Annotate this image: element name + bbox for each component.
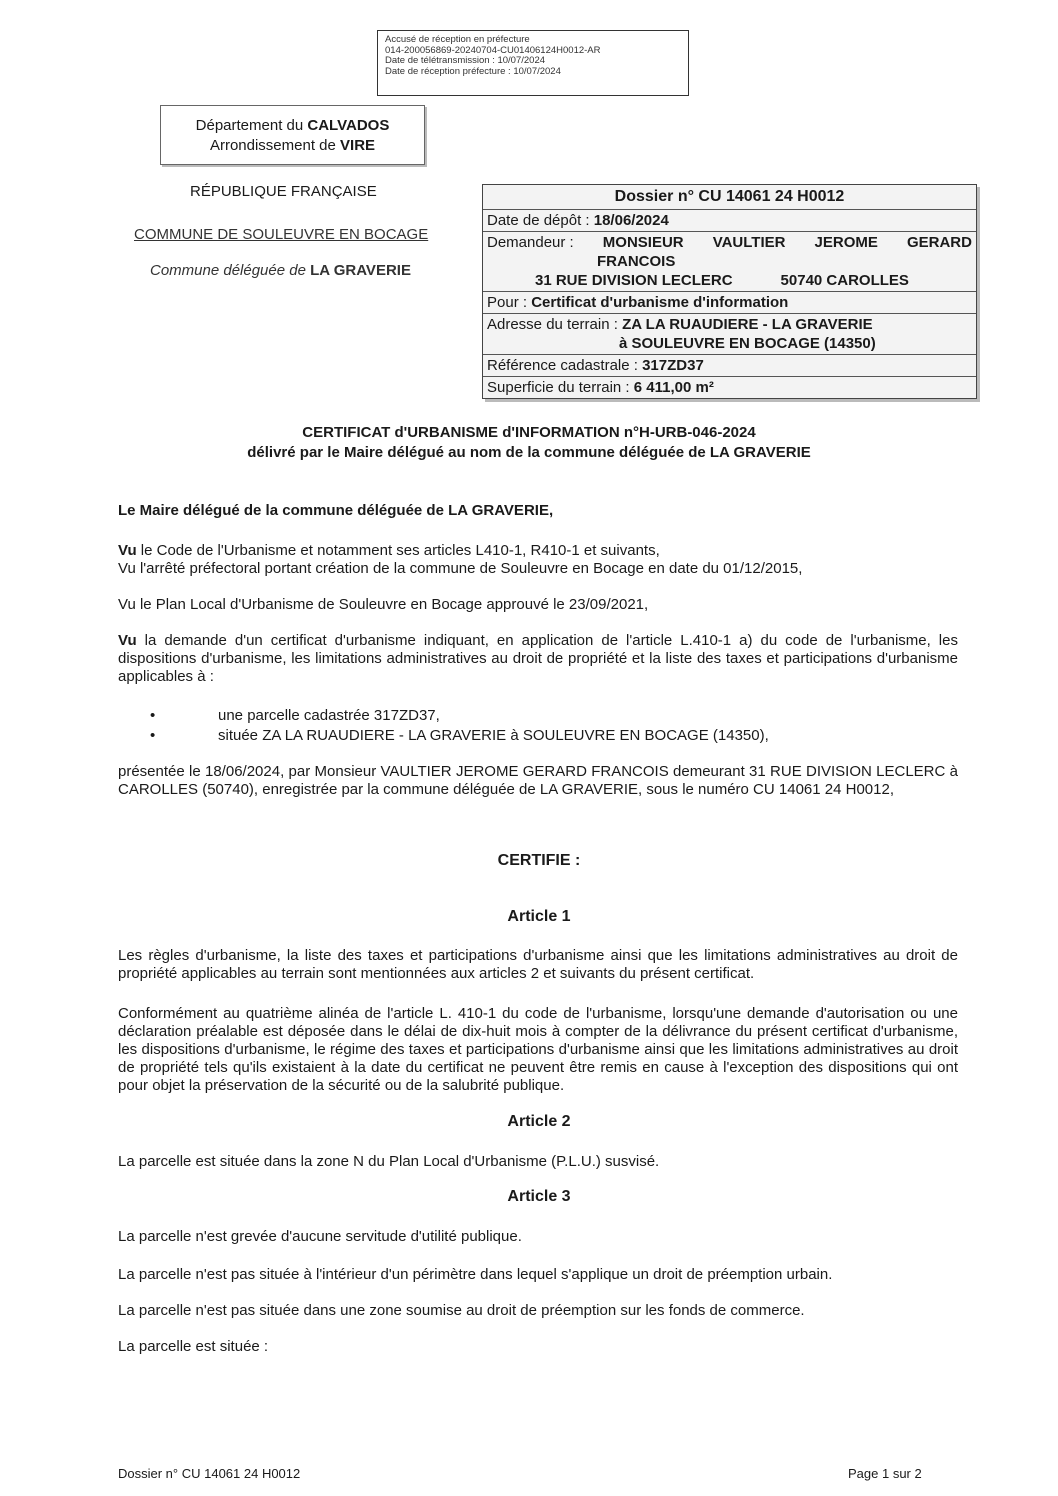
certificate-title (0, 423, 1058, 463)
deleguee-prefix: Commune déléguée de (150, 262, 311, 279)
article-1-paragraph-1: Les règles d'urbanisme, la liste des taxes et participations d'urbanisme ainsi que les limitations administratives au droit de propriété applicables au terrain sont mentionnées aux articles 2 et suivants du présent certificat. (118, 947, 958, 982)
depot-label: Date de dépôt : (487, 212, 594, 229)
receipt-line: Date de réception préfecture : 10/07/2024 (385, 65, 561, 77)
vu-text: le Code de l'Urbanisme et notamment ses articles L410-1, R410-1 et suivants, (136, 542, 660, 559)
republique-heading: RÉPUBLIQUE FRANÇAISE (190, 183, 377, 200)
footer-dossier: Dossier n° CU 14061 24 H0012 (118, 1466, 301, 1481)
demandeur-line2: FRANCOIS (597, 253, 676, 270)
demandeur-line1 (487, 233, 972, 252)
vu-text: la demande d'un certificat d'urbanisme indiquant, en application de l'article L.410-1 a) du code de l'urbanisme, les dispositions d'urbanisme, les limitations administratives au droit de propriété et la liste des taxes et participations d'urbanisme applicables à : (118, 632, 958, 685)
dossier-reference (483, 354, 976, 376)
department-box (160, 105, 425, 165)
demandeur-word: GERARD (906, 234, 972, 251)
sup-value: 6 411,00 m² (633, 379, 714, 396)
bullet-item: • une parcelle cadastrée 317ZD37, (150, 707, 440, 724)
adresse-value-2: à SOULEUVRE EN BOCAGE (14350) (619, 335, 876, 352)
article-2-paragraph: La parcelle est située dans la zone N du Plan Local d'Urbanisme (P.L.U.) susvisé. (118, 1153, 660, 1170)
article-1-paragraph-2: Conformément au quatrième alinéa de l'article L. 410-1 du code de l'urbanisme, lorsqu'une demande d'autorisation ou une déclaration préalable est déposée dans le délai de dix-huit mois à compter de la délivrance du présent certificat d'urbanisme, les dispositions d'urbanisme, le régime des taxes et participations d'urbanisme ainsi que les limitations administratives au droit de propriété tels qu'ils existaient à la date du certificat ne peuvent être remis en cause à l'exception des dispositions qui ont pour objet la préservation de la sécurité ou de la salubrité publique. (118, 1005, 958, 1094)
certificate-title-line2: délivré par le Maire délégué au nom de la commune déléguée de LA GRAVERIE (247, 444, 811, 461)
arrondissement-line (161, 136, 424, 156)
presentee-paragraph: présentée le 18/06/2024, par Monsieur VAULTIER JEROME GERARD FRANCOIS demeurant 31 RUE DIVISION LECLERC à CAROLLES (50740), enregistrée par la commune déléguée de LA GRAVERIE, sous le numéro CU 14061 24 H0012, (118, 763, 958, 798)
ref-value: 317ZD37 (642, 357, 704, 374)
article-2-heading: Article 2 (507, 1113, 571, 1130)
demandeur-address (487, 271, 972, 290)
pour-label: Pour : (487, 294, 532, 311)
certificate-title-line1: CERTIFICAT d'URBANISME d'INFORMATION n°H-URB-046-2024 (302, 424, 756, 441)
dossier-adresse (483, 313, 976, 354)
commune-deleguee (150, 262, 411, 279)
article-1-heading: Article 1 (507, 908, 571, 925)
adresse-label: Adresse du terrain : (487, 316, 623, 333)
receipt-stamp (377, 30, 689, 96)
demandeur-word: MONSIEUR (602, 234, 684, 251)
vu-bold: Vu (118, 632, 137, 649)
arrondissement-name: VIRE (340, 137, 376, 154)
maire-line: Le Maire délégué de la commune déléguée de LA GRAVERIE, (118, 502, 554, 519)
vu-paragraph-1 (118, 542, 958, 578)
bullet-text: située ZA LA RUAUDIERE - LA GRAVERIE à SOULEUVRE EN BOCAGE (14350), (218, 727, 769, 744)
bullet-text: une parcelle cadastrée 317ZD37, (218, 707, 440, 724)
certifie-heading: CERTIFIE : (497, 852, 581, 869)
article-3-paragraph-2: La parcelle n'est pas située à l'intérieur d'un périmètre dans lequel s'applique un droit de préemption urbain. (118, 1266, 833, 1283)
dossier-box (482, 184, 977, 399)
vu-bold: Vu (118, 542, 137, 559)
dossier-title: Dossier n° CU 14061 24 H0012 (483, 185, 976, 209)
department-prefix: Département du (195, 117, 308, 134)
demandeur-word: JEROME (814, 234, 878, 251)
commune-heading: COMMUNE DE SOULEUVRE EN BOCAGE (134, 226, 429, 243)
demandeur-word: VAULTIER (712, 234, 786, 251)
vu-paragraph-3: Vu le Plan Local d'Urbanisme de Souleuvre en Bocage approuvé le 23/09/2021, (118, 596, 649, 613)
department-line (161, 116, 424, 136)
arrondissement-prefix: Arrondissement de (209, 137, 341, 154)
dossier-superficie (483, 376, 976, 398)
pour-value: Certificat d'urbanisme d'information (531, 294, 789, 311)
ref-label: Référence cadastrale : (487, 357, 643, 374)
department-name: CALVADOS (307, 117, 390, 134)
bullet-item: • située ZA LA RUAUDIERE - LA GRAVERIE à SOULEUVRE EN BOCAGE (14350), (150, 727, 769, 744)
footer-page-number: Page 1 sur 2 (848, 1466, 922, 1481)
dossier-demandeur (483, 231, 976, 291)
receipt-line: Accusé de réception en préfecture (385, 34, 530, 45)
demandeur-postal: 50740 CAROLLES (780, 272, 909, 289)
dossier-pour (483, 291, 976, 313)
sup-label: Superficie du terrain : (487, 379, 634, 396)
article-3-heading: Article 3 (507, 1188, 571, 1205)
adresse-value: ZA LA RUAUDIERE - LA GRAVERIE (622, 316, 873, 333)
receipt-line: 014-200056869-20240704-CU01406124H0012-AR (385, 44, 601, 56)
article-3-paragraph-4: La parcelle est située : (118, 1338, 269, 1355)
demandeur-label: Demandeur : (487, 234, 574, 251)
vu-paragraph-4 (118, 632, 958, 686)
dossier-depot (483, 209, 976, 231)
demandeur-street: 31 RUE DIVISION LECLERC (535, 272, 733, 289)
depot-value: 18/06/2024 (593, 212, 669, 229)
receipt-line: Date de télétransmission : 10/07/2024 (385, 55, 546, 66)
vu-text-2: Vu l'arrêté préfectoral portant création de la commune de Souleuvre en Bocage en date du 01/12/2015, (118, 560, 803, 577)
article-3-paragraph-1: La parcelle n'est grevée d'aucune servitude d'utilité publique. (118, 1228, 522, 1245)
article-3-paragraph-3: La parcelle n'est pas située dans une zone soumise au droit de préemption sur les fonds de commerce. (118, 1302, 805, 1319)
deleguee-name: LA GRAVERIE (310, 262, 411, 279)
